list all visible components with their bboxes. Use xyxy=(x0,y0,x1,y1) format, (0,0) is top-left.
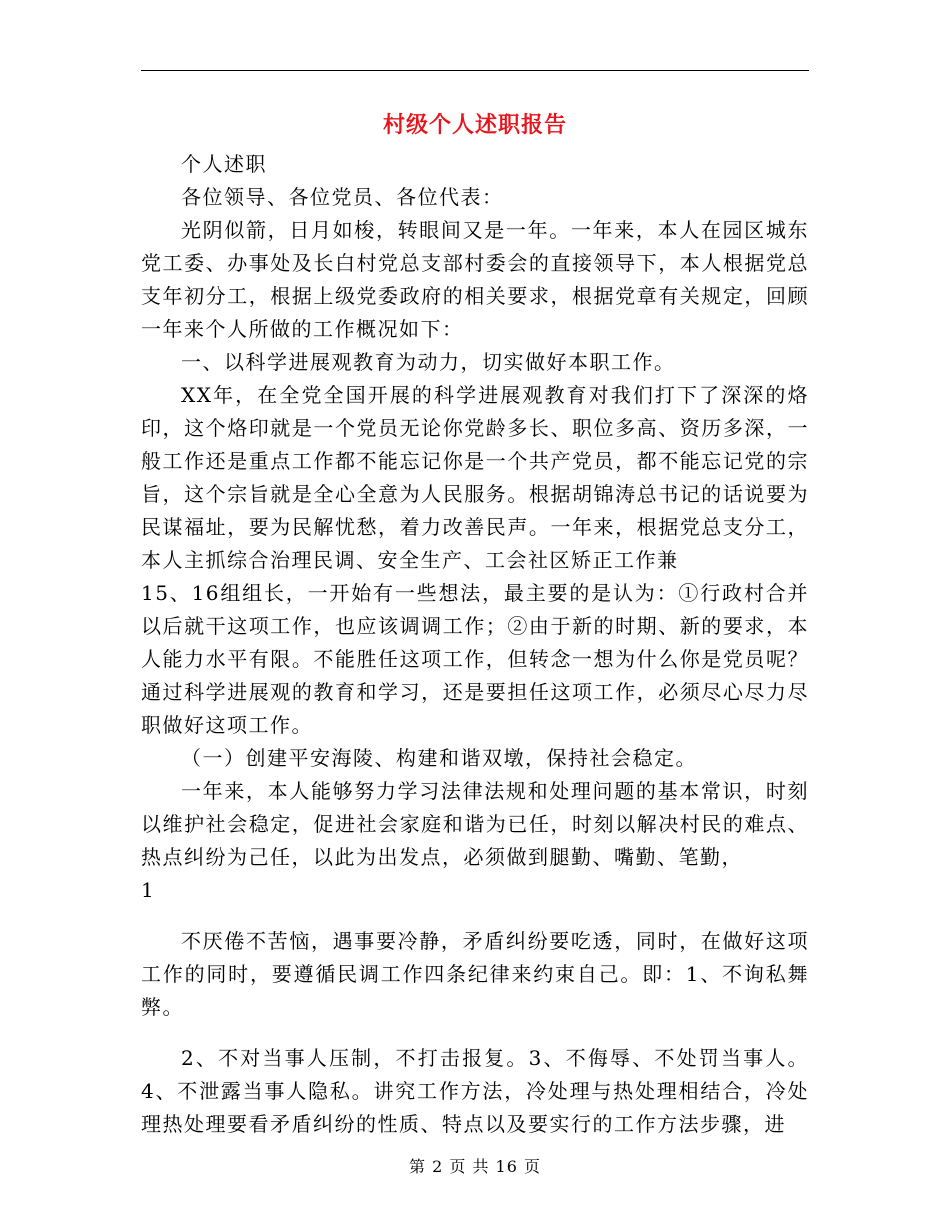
paragraph: 一、以科学进展观教育为动力，切实做好本职工作。 xyxy=(181,350,676,374)
paragraph: 个人述职 xyxy=(181,152,267,176)
paragraph: 不厌倦不苦恼，遇事要冷静，矛盾纠纷要吃透，同时，在做好这项工作的同时，要遵循民调工作四条纪律来约束自己。即：1、不询私舞弊。 xyxy=(141,929,809,1019)
paragraph: 2、不对当事人压制，不打击报复。3、不侮辱、不处罚当事人。4、不泄露当事人隐私。讲究工作方法，冷处理与热处理相结合，冷处理热处理要看矛盾纠纷的性质、特点以及要实行的工作方法步骤，进 xyxy=(141,1046,809,1136)
document-body xyxy=(141,148,809,1141)
paragraph: 一年来，本人能够努力学习法律法规和处理问题的基本常识，时刻以维护社会稳定，促进社会家庭和谐为已任，时刻以解决村民的难点、热点纠纷为己任，以此为出发点，必须做到腿勤、嘴勤、笔勤， xyxy=(141,779,809,869)
page-footer: 第 2 页 共 16 页 xyxy=(409,1157,541,1176)
header-rule xyxy=(141,70,809,71)
paragraph: （一）创建平安海陵、构建和谐双墩，保持社会稳定。 xyxy=(181,746,697,770)
paragraph: XX年，在全党全国开展的科学进展观教育对我们打下了深深的烙印，这个烙印就是一个党员无论你党龄多长、职位多高、资历多深，一般工作还是重点工作都不能忘记你是一个共产党员，都不能忘记党的宗旨，这个宗旨就是全心全意为人民服务。根据胡锦涛总书记的话说要为民谋福址，要为民解忧愁，着力改善民声。一年来，根据党总支分工，本人主抓综合治理民调、安全生产、工会社区矫正工作兼 15、16组组长，一开始有一些想法，最主要的是认为：①行政村合并以后就干这项工作，也应该调调工作；②由于新的时期、新的要求，本人能力水平有限。不能胜任这项工作，但转念一想为什么你是党员呢？通过科学进展观的教育和学习，还是要担任这项工作，必须尽心尽力尽职做好这项工作。 xyxy=(141,383,809,737)
paragraph: 各位领导、各位党员、各位代表： xyxy=(181,185,504,209)
document-title: 村级个人述职报告 xyxy=(382,112,567,138)
page-break-number: 1 xyxy=(141,878,156,902)
paragraph: 光阴似箭，日月如梭，转眼间又是一年。一年来，本人在园区城东党工委、办事处及长白村党总支部村委会的直接领导下，本人根据党总支年初分工，根据上级党委政府的相关要求，根据党章有关规定，回顾一年来个人所做的工作概况如下： xyxy=(141,218,809,341)
